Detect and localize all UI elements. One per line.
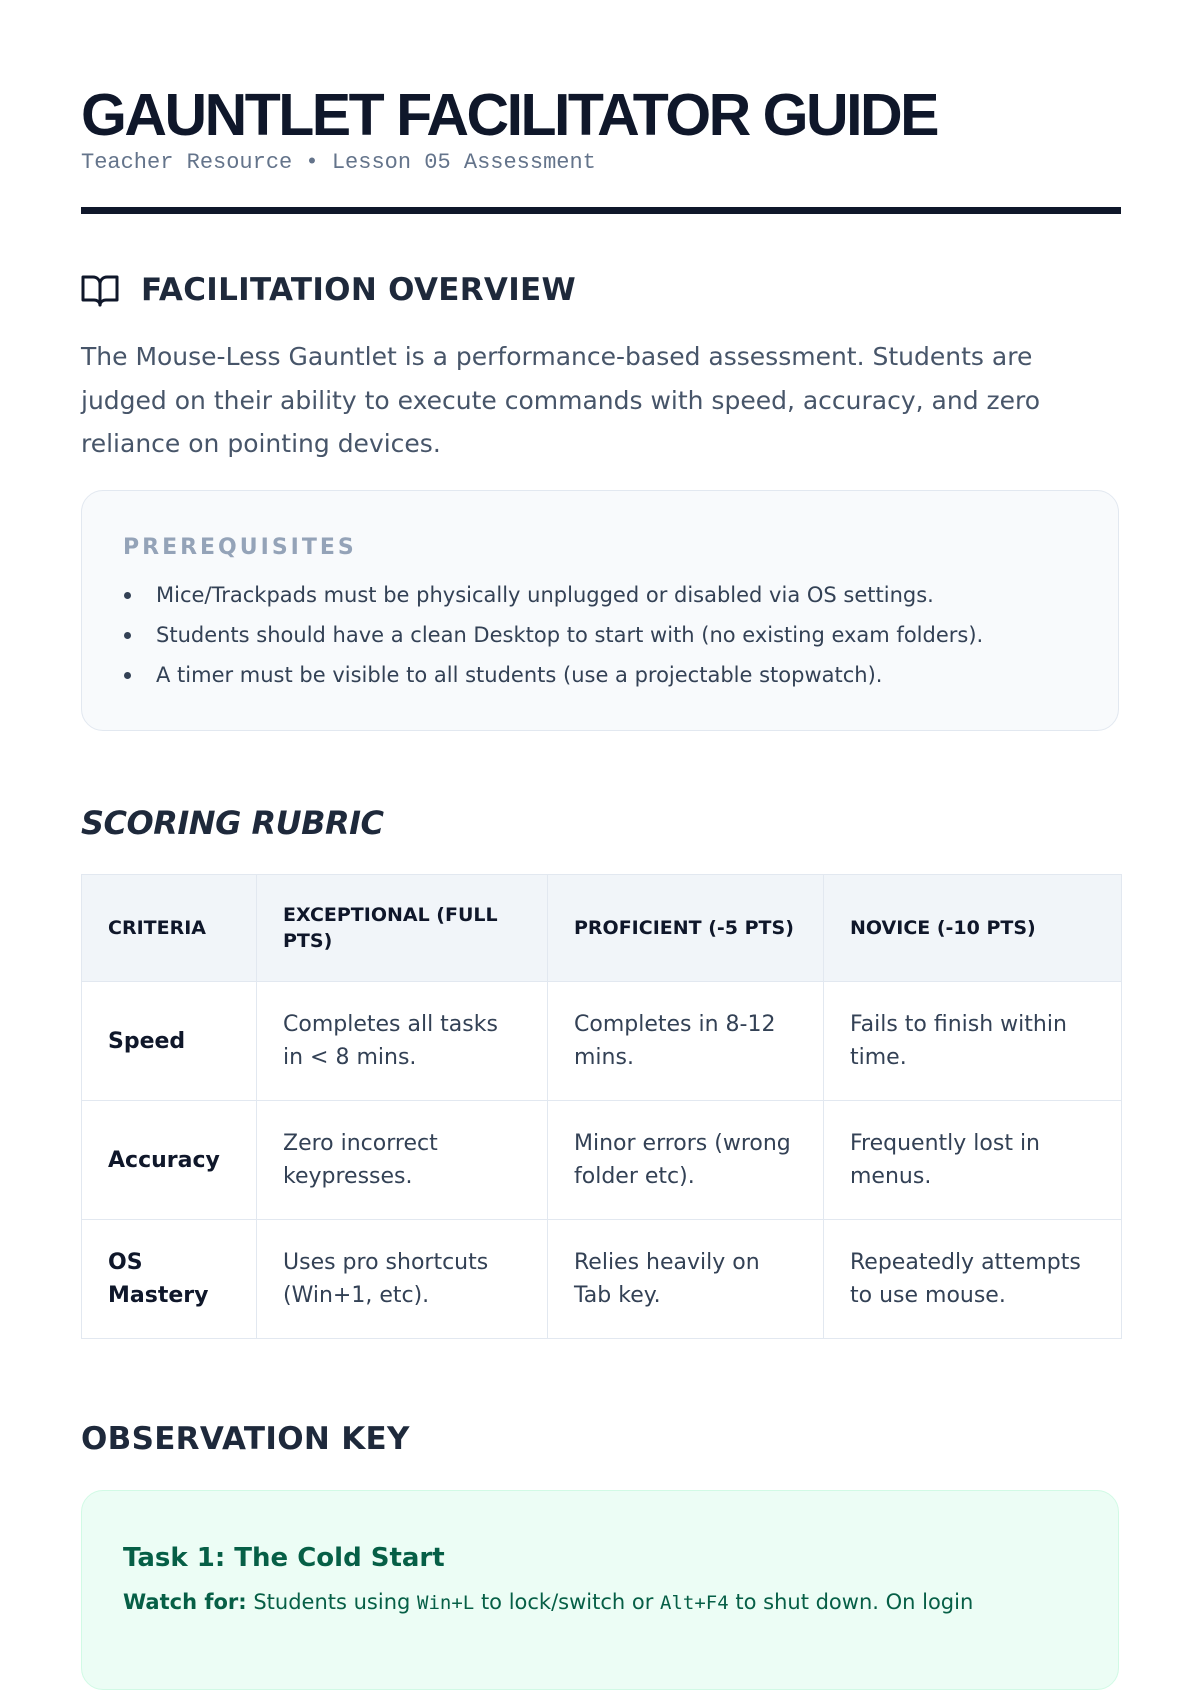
novice-cell: Frequently lost in menus. [824, 1101, 1122, 1220]
observation-heading: OBSERVATION KEY [81, 1421, 410, 1457]
prerequisites-list [123, 575, 983, 695]
criteria-cell: OS Mastery [82, 1220, 257, 1339]
overview-section-header [81, 268, 576, 312]
criteria-cell: Accuracy [82, 1101, 257, 1220]
shortcut-code: Win+L [417, 1592, 475, 1614]
table-row [82, 1101, 1122, 1220]
column-header-criteria: CRITERIA [82, 875, 257, 982]
table-row [82, 982, 1122, 1101]
task-card [81, 1490, 1119, 1690]
novice-cell: Repeatedly attempts to use mouse. [824, 1220, 1122, 1339]
header-divider [81, 207, 1121, 214]
rubric-heading: SCORING RUBRIC [81, 804, 384, 842]
proficient-cell: Minor errors (wrong folder etc). [548, 1101, 824, 1220]
page-subtitle: Teacher Resource • Lesson 05 Assessment [81, 150, 596, 175]
column-header-proficient: PROFICIENT (-5 PTS) [548, 875, 824, 982]
book-open-icon [81, 273, 119, 307]
exceptional-cell: Completes all tasks in < 8 mins. [257, 982, 548, 1101]
exceptional-cell: Uses pro shortcuts (Win+1, etc). [257, 1220, 548, 1339]
task-watch-line [123, 1587, 973, 1618]
prerequisite-item: Students should have a clean Desktop to start with (no existing exam folders). [123, 615, 983, 655]
prerequisites-label: PREREQUISITES [123, 535, 357, 560]
novice-cell: Fails to finish within time. [824, 982, 1122, 1101]
watch-for-label: Watch for: [123, 1590, 247, 1614]
page-title: GAUNTLET FACILITATOR GUIDE [81, 82, 938, 148]
shortcut-code: Alt+F4 [660, 1592, 729, 1614]
exceptional-cell: Zero incorrect keypresses. [257, 1101, 548, 1220]
prerequisite-item: Mice/Trackpads must be physically unplugged or disabled via OS settings. [123, 575, 983, 615]
proficient-cell: Relies heavily on Tab key. [548, 1220, 824, 1339]
watch-text: to shut down. On login [735, 1590, 974, 1614]
prerequisite-item: A timer must be visible to all students (use a projectable stopwatch). [123, 655, 983, 695]
task-title: Task 1: The Cold Start [123, 1543, 445, 1573]
table-header-row [82, 875, 1122, 982]
proficient-cell: Completes in 8-12 mins. [548, 982, 824, 1101]
prerequisites-box [81, 490, 1119, 731]
column-header-exceptional: EXCEPTIONAL (FULL PTS) [257, 875, 548, 982]
watch-text: to lock/switch or [480, 1590, 654, 1614]
criteria-cell: Speed [82, 982, 257, 1101]
watch-text: Students using [253, 1590, 411, 1614]
overview-heading: FACILITATION OVERVIEW [141, 272, 577, 308]
table-row [82, 1220, 1122, 1339]
column-header-novice: NOVICE (-10 PTS) [824, 875, 1122, 982]
overview-text: The Mouse-Less Gauntlet is a performance-based assessment. Students are judged on their ability to execute commands with speed, accuracy, and zero reliance on pointing devices. [81, 342, 1041, 458]
scoring-rubric-table [81, 874, 1122, 1339]
